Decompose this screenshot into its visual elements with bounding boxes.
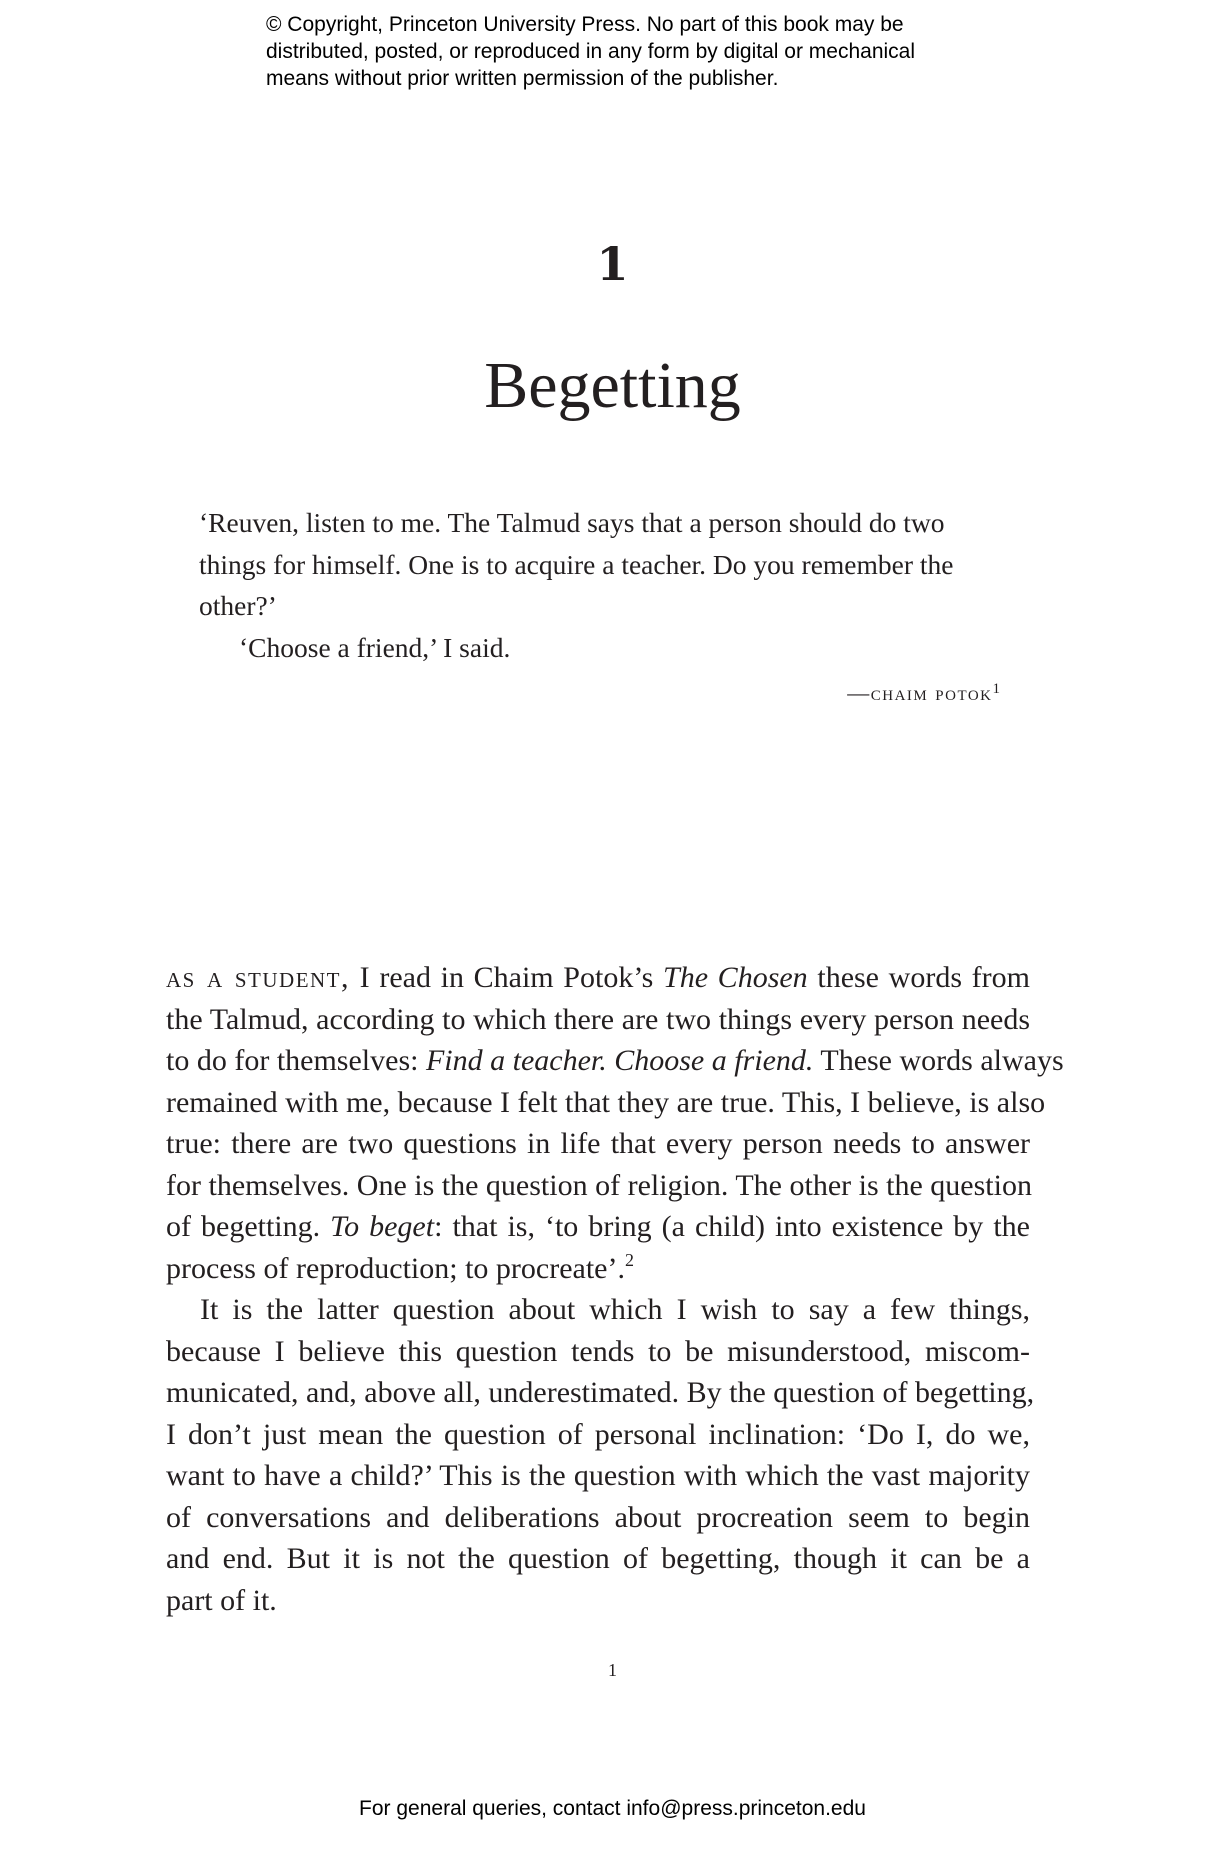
body-fragment: of begetting. — [166, 1210, 331, 1243]
body-fragment: to do for themselves: — [166, 1044, 426, 1077]
book-title: The Chosen — [663, 961, 808, 994]
body-line: because I believe this question tends to be misunderstood, miscom- — [166, 1334, 1030, 1368]
chapter-number: 1 — [596, 237, 629, 291]
body-fragment: I read in Chaim Potok’s — [350, 961, 664, 994]
body-line: for themselves. One is the question of religion. The other is the question — [166, 1168, 1032, 1202]
body-line — [166, 1206, 1030, 1248]
epigraph-line: ‘Reuven, listen to me. The Talmud says that a person should do two — [199, 507, 945, 538]
lead-in: as a student, — [166, 961, 351, 994]
body-fragment: process of reproduction; to procreate’. — [166, 1251, 625, 1285]
footer-contact: For general queries, contact info@press.princeton.edu — [359, 1797, 866, 1820]
body-line — [166, 1040, 1064, 1082]
body-line: of conversations and deliberations about procreation seem to begin — [166, 1500, 1030, 1534]
body-fragment: These words always — [813, 1044, 1064, 1077]
body-line: and end. But it is not the question of begetting, though it can be a — [166, 1542, 1030, 1575]
body-fragment: these words from — [807, 961, 1030, 994]
copyright-notice — [266, 11, 986, 92]
attribution-author: —chaim potok — [847, 680, 993, 705]
epigraph — [199, 502, 1019, 668]
body-line: want to have a child?’ This is the question with which the vast majority — [166, 1459, 1030, 1492]
page-number: 1 — [608, 1660, 617, 1680]
footnote-ref: 2 — [624, 1249, 634, 1270]
body-line: the Talmud, according to which there are two things every person needs — [166, 1002, 1030, 1036]
body-line — [166, 957, 1030, 999]
footnote-ref: 1 — [992, 681, 1000, 697]
body-line: I don’t just mean the question of personal inclination: ‘Do I, do we, — [166, 1417, 1030, 1451]
epigraph-attribution — [650, 680, 1000, 706]
chapter-title: Begetting — [484, 349, 741, 422]
emphasis: Find a teacher. Choose a friend. — [425, 1044, 814, 1077]
epigraph-line: things for himself. One is to acquire a teacher. Do you remember the — [199, 548, 954, 580]
epigraph-line: other?’ — [199, 590, 277, 621]
body-line: part of it. — [166, 1583, 277, 1617]
copyright-line: © Copyright, Princeton University Press. No part of this book may be — [266, 13, 904, 36]
copyright-line: means without prior written permission of the publisher. — [266, 67, 779, 90]
body-line: It is the latter question about which I wish to say a few things, — [200, 1293, 1030, 1326]
body-line — [166, 1248, 1030, 1290]
epigraph-reply: ‘Choose a friend,’ I said. — [239, 631, 511, 663]
body-fragment: : that is, ‘to bring (a child) into existence by the — [434, 1210, 1030, 1243]
body-line: true: there are two questions in life that every person needs to answer — [166, 1127, 1030, 1160]
body-line: municated, and, above all, underestimated. By the question of begetting, — [166, 1376, 1035, 1409]
copyright-line: distributed, posted, or reproduced in any form by digital or mechanical — [266, 40, 916, 63]
body-line: remained with me, because I felt that they are true. This, I believe, is also — [166, 1085, 1046, 1119]
body-text — [166, 957, 1064, 1621]
emphasis: To beget — [330, 1210, 435, 1243]
